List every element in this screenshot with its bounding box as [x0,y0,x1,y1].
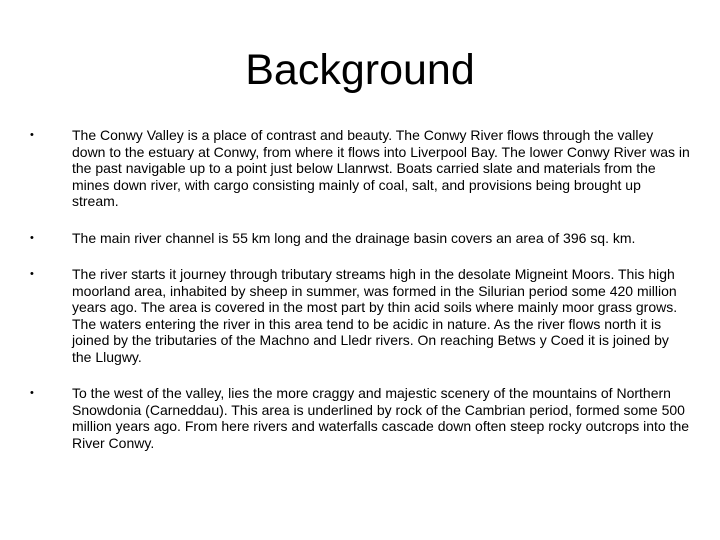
bullet-icon: • [30,268,34,280]
bullet-item [30,127,690,210]
bullet-text: The river starts it journey through tributary streams high in the desolate Migneint Moors. This high moorland area, inhabited by sheep in summer, was formed in the Silurian period some 420 million years ago. The area is covered in the most part by thin acid soils where mainly moor grass grows. The waters entering the river in this area tend to be acidic in nature. As the river flows north it is joined by the tributaries of the Machno and Lledr rivers. On reaching Betws y Coed it is joined by the Llugwy. [72,266,678,365]
bullet-text: To the west of the valley, lies the more craggy and majestic scenery of the mountains of Northern Snowdonia (Carneddau). This area is underlined by rock of the Cambrian period, formed some 500 million years ago. From here rivers and waterfalls cascade down often steep rocky outcrops into the River Conwy. [72,385,690,451]
bullet-text: The Conwy Valley is a place of contrast and beauty. The Conwy River flows through the valley down to the estuary at Conwy, from where it flows into Liverpool Bay. The lower Conwy River was in the past navigable up to a point just below Llanrwst. Boats carried slate and materials from the mines down river, with cargo consisting mainly of coal, salt, and provisions being brought up stream. [72,127,690,209]
bullet-item [30,385,690,451]
bullet-icon: • [30,231,34,244]
bullet-list [30,127,690,471]
bullet-icon: • [30,129,34,141]
bullet-text: The main river channel is 55 km long and the drainage basin covers an area of 396 sq. km. [72,229,636,246]
bullet-item [30,266,690,365]
slide-title: Background [245,46,475,94]
bullet-icon: • [30,387,34,399]
bullet-item [30,230,690,247]
